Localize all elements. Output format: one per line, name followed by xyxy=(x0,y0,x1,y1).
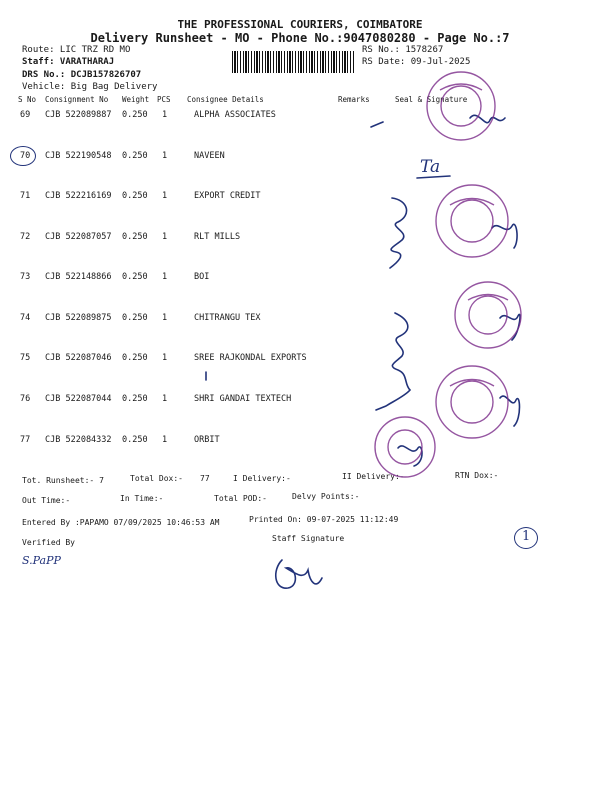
row-weight: 0.250 xyxy=(122,151,148,161)
row-consignment: CJB 522087046 xyxy=(45,353,112,363)
row-consignment: CJB 522190548 xyxy=(45,151,112,161)
vehicle-label: Vehicle: Big Bag Delivery xyxy=(22,82,158,92)
row-pcs: 1 xyxy=(162,353,168,363)
handwritten-page-mark: 1 xyxy=(522,529,531,544)
i-delivery: I Delivery:- xyxy=(233,474,291,483)
handwritten-verifier: S.PaPP xyxy=(22,554,61,567)
tot-runsheet: Tot. Runsheet:- 7 xyxy=(22,476,104,485)
row-pcs: 1 xyxy=(162,272,168,282)
route-label: Route: LIC TRZ RD MO xyxy=(22,45,131,55)
table-row xyxy=(0,110,600,124)
staff-signature-label: Staff Signature xyxy=(272,534,345,543)
row-consignment: CJB 522084332 xyxy=(45,435,112,445)
row-weight: 0.250 xyxy=(122,313,148,323)
row-consignment: CJB 522216169 xyxy=(45,191,112,201)
barcode xyxy=(232,51,354,73)
table-row xyxy=(0,394,600,408)
total-dox-label: Total Dox:- xyxy=(130,474,183,483)
row-sno: 72 xyxy=(20,232,31,242)
row-sno: 73 xyxy=(20,272,31,282)
row-sno: 69 xyxy=(20,110,31,120)
rs-date: RS Date: 09-Jul-2025 xyxy=(362,57,471,67)
in-time: In Time:- xyxy=(120,494,164,503)
row-sno: 77 xyxy=(20,435,31,445)
col-seal-signature: Seal & Signature xyxy=(395,95,468,104)
row-pcs: 1 xyxy=(162,110,168,120)
table-row xyxy=(0,232,600,246)
col-consignment: Consignment No xyxy=(45,95,109,104)
table-row xyxy=(0,151,600,165)
delvy-points: Delvy Points:- xyxy=(292,492,360,501)
handwritten-remark: Ta xyxy=(420,157,441,177)
row-70-circle-mark xyxy=(10,146,36,166)
row-weight: 0.250 xyxy=(122,353,148,363)
total-pod: Total POD:- xyxy=(214,494,267,503)
staff-label: Staff: VARATHARAJ xyxy=(22,57,115,67)
row-weight: 0.250 xyxy=(122,394,148,404)
row-consignee: EXPORT CREDIT xyxy=(194,191,261,201)
table-row xyxy=(0,353,600,367)
row-consignment: CJB 522148866 xyxy=(45,272,112,282)
row-pcs: 1 xyxy=(162,313,168,323)
row-sno: 71 xyxy=(20,191,31,201)
entered-by: Entered By :PAPAMO 07/09/2025 10:46:53 AM xyxy=(22,518,220,527)
row-weight: 0.250 xyxy=(122,232,148,242)
verified-by-label: Verified By xyxy=(22,538,75,547)
row-consignee: SREE RAJKONDAL EXPORTS xyxy=(194,353,307,363)
row-pcs: 1 xyxy=(162,151,168,161)
row-pcs: 1 xyxy=(162,191,168,201)
stamp-row-69 xyxy=(427,72,495,140)
row-consignment: CJB 522089887 xyxy=(45,110,112,120)
row-consignment: CJB 522087057 xyxy=(45,232,112,242)
col-remarks: Remarks xyxy=(338,95,370,104)
row-weight: 0.250 xyxy=(122,435,148,445)
row-consignment: CJB 522089875 xyxy=(45,313,112,323)
col-sno: S No xyxy=(18,95,37,104)
ii-delivery: II Delivery:- xyxy=(342,472,405,481)
table-row xyxy=(0,191,600,205)
col-consignee: Consignee Details xyxy=(187,95,264,104)
col-weight: Weight xyxy=(122,95,150,104)
printed-on: Printed On: 09-07-2025 11:12:49 xyxy=(249,515,399,524)
row-weight: 0.250 xyxy=(122,191,148,201)
row-sno: 76 xyxy=(20,394,31,404)
row-consignee: BOI xyxy=(194,272,210,282)
row-consignee: NAVEEN xyxy=(194,151,225,161)
table-row xyxy=(0,435,600,449)
row-consignee: ORBIT xyxy=(194,435,220,445)
row-consignee: ALPHA ASSOCIATES xyxy=(194,110,276,120)
row-pcs: 1 xyxy=(162,435,168,445)
row-pcs: 1 xyxy=(162,232,168,242)
row-consignee: RLT MILLS xyxy=(194,232,241,242)
row-consignment: CJB 522087044 xyxy=(45,394,112,404)
row-sno: 70 xyxy=(20,151,31,161)
col-pcs: PCS xyxy=(157,95,171,104)
row-pcs: 1 xyxy=(162,394,168,404)
row-consignee: CHITRANGU TEX xyxy=(194,313,261,323)
row-consignee: SHRI GANDAI TEXTECH xyxy=(194,394,292,404)
table-row xyxy=(0,272,600,286)
table-row xyxy=(0,313,600,327)
row-sno: 75 xyxy=(20,353,31,363)
company-title: THE PROFESSIONAL COURIERS, COIMBATORE xyxy=(177,18,423,31)
runsheet-subtitle: Delivery Runsheet - MO - Phone No.:9047080280 - Page No.:7 xyxy=(90,31,510,45)
row-weight: 0.250 xyxy=(122,272,148,282)
total-dox-value: 77 xyxy=(200,474,210,483)
row-sno: 74 xyxy=(20,313,31,323)
staff-signature-scribble xyxy=(276,560,322,588)
row-weight: 0.250 xyxy=(122,110,148,120)
rtn-dox: RTN Dox:- xyxy=(455,471,499,480)
drs-number: DRS No.: DCJB157826707 xyxy=(22,70,142,80)
rs-number: RS No.: 1578267 xyxy=(362,45,444,55)
out-time: Out Time:- xyxy=(22,496,71,505)
